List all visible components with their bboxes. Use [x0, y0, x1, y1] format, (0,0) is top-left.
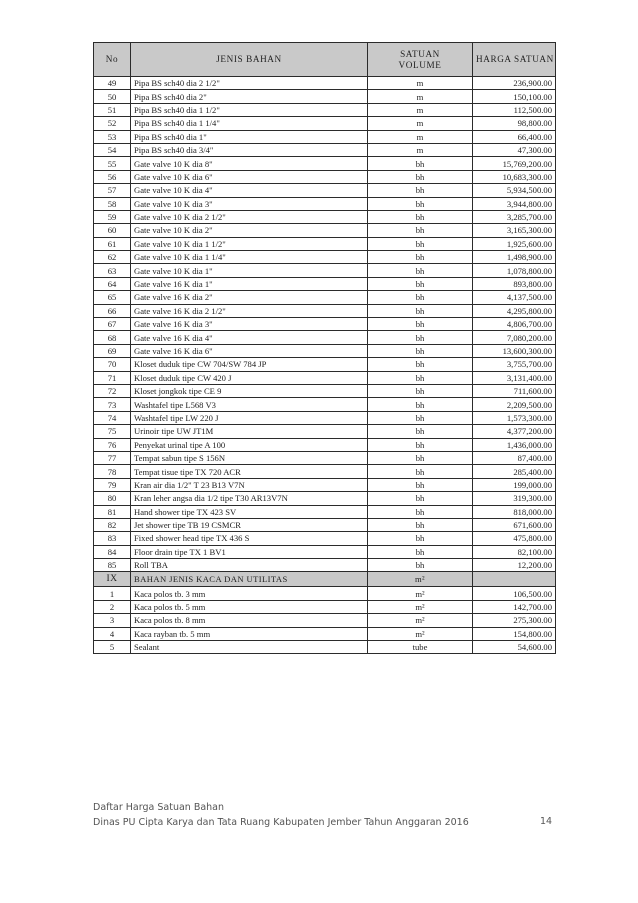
item-price: 4,137,500.00 — [473, 291, 556, 304]
item-price: 3,165,300.00 — [473, 224, 556, 237]
header-unit-line2: VOLUME — [398, 59, 442, 70]
item-price: 10,683,300.00 — [473, 170, 556, 183]
item-unit: m² — [368, 614, 473, 627]
table-row — [94, 264, 556, 277]
table-row — [94, 237, 556, 250]
item-number: 51 — [94, 103, 131, 116]
item-name: Kloset duduk tipe CW 420 J — [131, 371, 368, 384]
item-name: Urinoir tipe UW JT1M — [131, 425, 368, 438]
item-number: 50 — [94, 90, 131, 103]
item-name: Gate valve 10 K dia 1 1/4" — [131, 251, 368, 264]
item-price: 1,498,900.00 — [473, 251, 556, 264]
table-row — [94, 425, 556, 438]
item-name: Tempat sabun tipe S 156N — [131, 451, 368, 464]
item-number: 60 — [94, 224, 131, 237]
item-unit: m — [368, 90, 473, 103]
item-number: 62 — [94, 251, 131, 264]
table-row — [94, 478, 556, 491]
item-unit: bh — [368, 291, 473, 304]
item-unit: bh — [368, 237, 473, 250]
item-price: 66,400.00 — [473, 130, 556, 143]
item-number: IX — [94, 572, 131, 587]
item-number: 81 — [94, 505, 131, 518]
item-unit: m² — [368, 627, 473, 640]
table-row — [94, 505, 556, 518]
item-name: Pipa BS sch40 dia 2 1/2" — [131, 77, 368, 90]
item-unit: bh — [368, 210, 473, 223]
item-number: 69 — [94, 344, 131, 357]
header-unit-line1: SATUAN — [400, 48, 440, 59]
table-row — [94, 170, 556, 183]
item-price: 671,600.00 — [473, 518, 556, 531]
item-name: Gate valve 16 K dia 3" — [131, 318, 368, 331]
table-row — [94, 358, 556, 371]
item-number: 59 — [94, 210, 131, 223]
item-number: 85 — [94, 559, 131, 572]
item-price: 3,944,800.00 — [473, 197, 556, 210]
table-row — [94, 600, 556, 613]
item-name: Gate valve 10 K dia 1" — [131, 264, 368, 277]
table-header — [94, 43, 556, 77]
item-name: Kaca rayban tb. 5 mm — [131, 627, 368, 640]
table-row — [94, 545, 556, 558]
item-number: 66 — [94, 304, 131, 317]
item-name: Kloset duduk tipe CW 704/SW 784 JP — [131, 358, 368, 371]
item-unit: bh — [368, 344, 473, 357]
table-row — [94, 411, 556, 424]
item-price: 4,806,700.00 — [473, 318, 556, 331]
item-price: 199,000.00 — [473, 478, 556, 491]
item-unit: bh — [368, 545, 473, 558]
item-number: 54 — [94, 143, 131, 156]
header-no: No — [94, 43, 131, 77]
table-row — [94, 614, 556, 627]
item-unit: m² — [368, 600, 473, 613]
item-price: 154,800.00 — [473, 627, 556, 640]
item-name: Hand shower tipe TX 423 SV — [131, 505, 368, 518]
item-unit: bh — [368, 398, 473, 411]
item-unit: bh — [368, 184, 473, 197]
page-number: 14 — [540, 816, 553, 827]
table-row — [94, 398, 556, 411]
table-row — [94, 559, 556, 572]
item-unit: bh — [368, 157, 473, 170]
table-row — [94, 371, 556, 384]
item-number: 64 — [94, 277, 131, 290]
item-name: Pipa BS sch40 dia 1" — [131, 130, 368, 143]
item-price: 15,769,200.00 — [473, 157, 556, 170]
table-row — [94, 331, 556, 344]
item-price: 1,925,600.00 — [473, 237, 556, 250]
item-price: 142,700.00 — [473, 600, 556, 613]
item-unit: m² — [368, 587, 473, 600]
item-price: 2,209,500.00 — [473, 398, 556, 411]
item-unit: m² — [368, 572, 473, 587]
item-unit: m — [368, 103, 473, 116]
header-price: HARGA SATUAN — [473, 43, 556, 77]
table-row — [94, 304, 556, 317]
table-row — [94, 77, 556, 90]
item-price: 818,000.00 — [473, 505, 556, 518]
item-price: 4,377,200.00 — [473, 425, 556, 438]
item-name: Pipa BS sch40 dia 2" — [131, 90, 368, 103]
item-number: 57 — [94, 184, 131, 197]
item-unit: bh — [368, 492, 473, 505]
item-number: 55 — [94, 157, 131, 170]
item-price: 1,573,300.00 — [473, 411, 556, 424]
item-price: 87,400.00 — [473, 451, 556, 464]
item-price: 98,800.00 — [473, 117, 556, 130]
table-row — [94, 532, 556, 545]
item-unit: bh — [368, 465, 473, 478]
item-unit: tube — [368, 641, 473, 654]
item-unit: bh — [368, 251, 473, 264]
item-price: 285,400.00 — [473, 465, 556, 478]
table-row — [94, 197, 556, 210]
item-name: Gate valve 16 K dia 6" — [131, 344, 368, 357]
item-name: Pipa BS sch40 dia 3/4" — [131, 143, 368, 156]
item-name: Gate valve 16 K dia 1" — [131, 277, 368, 290]
item-unit: bh — [368, 411, 473, 424]
item-price: 475,800.00 — [473, 532, 556, 545]
item-unit: bh — [368, 224, 473, 237]
item-name: Kaca polos tb. 5 mm — [131, 600, 368, 613]
item-number: 1 — [94, 587, 131, 600]
item-number: 63 — [94, 264, 131, 277]
table-row — [94, 90, 556, 103]
table-row — [94, 384, 556, 397]
item-name: Floor drain tipe TX 1 BV1 — [131, 545, 368, 558]
item-name: Kloset jongkok tipe CE 9 — [131, 384, 368, 397]
item-name: Kran air dia 1/2" T 23 B13 V7N — [131, 478, 368, 491]
item-unit: bh — [368, 532, 473, 545]
item-unit: bh — [368, 358, 473, 371]
footer-agency: Dinas PU Cipta Karya dan Tata Ruang Kabupaten Jember Tahun Anggaran 2016 — [93, 816, 469, 828]
section-header-row — [94, 572, 556, 587]
item-price: 319,300.00 — [473, 492, 556, 505]
item-price: 54,600.00 — [473, 641, 556, 654]
item-name: Penyekat urinal tipe A 100 — [131, 438, 368, 451]
item-unit: m — [368, 143, 473, 156]
item-name: Gate valve 10 K dia 3" — [131, 197, 368, 210]
table-row — [94, 518, 556, 531]
header-name: JENIS BAHAN — [131, 43, 368, 77]
item-unit: bh — [368, 277, 473, 290]
item-price: 12,200.00 — [473, 559, 556, 572]
item-price: 150,100.00 — [473, 90, 556, 103]
item-price: 4,295,800.00 — [473, 304, 556, 317]
item-number: 77 — [94, 451, 131, 464]
table-row — [94, 465, 556, 478]
item-unit: bh — [368, 331, 473, 344]
table-row — [94, 277, 556, 290]
item-number: 70 — [94, 358, 131, 371]
item-name: Gate valve 10 K dia 6" — [131, 170, 368, 183]
footer-title: Daftar Harga Satuan Bahan — [93, 802, 225, 813]
item-price: 13,600,300.00 — [473, 344, 556, 357]
item-unit: bh — [368, 384, 473, 397]
item-price — [473, 572, 556, 587]
table-row — [94, 103, 556, 116]
item-name: Gate valve 10 K dia 2" — [131, 224, 368, 237]
item-price: 5,934,500.00 — [473, 184, 556, 197]
item-unit: m — [368, 77, 473, 90]
item-name: Gate valve 10 K dia 4" — [131, 184, 368, 197]
table-row — [94, 184, 556, 197]
item-price: 82,100.00 — [473, 545, 556, 558]
table-row — [94, 130, 556, 143]
item-number: 71 — [94, 371, 131, 384]
item-unit: bh — [368, 559, 473, 572]
item-number: 52 — [94, 117, 131, 130]
table-row — [94, 344, 556, 357]
item-unit: bh — [368, 505, 473, 518]
item-number: 76 — [94, 438, 131, 451]
item-number: 4 — [94, 627, 131, 640]
table-row — [94, 587, 556, 600]
item-unit: bh — [368, 438, 473, 451]
item-name: Gate valve 10 K dia 2 1/2" — [131, 210, 368, 223]
table-row — [94, 143, 556, 156]
item-unit: bh — [368, 451, 473, 464]
item-name: Sealant — [131, 641, 368, 654]
item-unit: bh — [368, 371, 473, 384]
item-number: 3 — [94, 614, 131, 627]
item-number: 82 — [94, 518, 131, 531]
item-name: Washtafel tipe LW 220 J — [131, 411, 368, 424]
item-number: 73 — [94, 398, 131, 411]
item-name: Fixed shower head tipe TX 436 S — [131, 532, 368, 545]
item-unit: bh — [368, 170, 473, 183]
item-number: 67 — [94, 318, 131, 331]
item-name: Jet shower tipe TB 19 CSMCR — [131, 518, 368, 531]
item-name: Washtafel tipe L568 V3 — [131, 398, 368, 411]
table-body — [94, 77, 556, 654]
item-price: 236,900.00 — [473, 77, 556, 90]
table-row — [94, 641, 556, 654]
item-number: 58 — [94, 197, 131, 210]
table-row — [94, 438, 556, 451]
header-unit — [368, 43, 473, 77]
item-unit: bh — [368, 197, 473, 210]
item-unit: bh — [368, 478, 473, 491]
item-price: 3,755,700.00 — [473, 358, 556, 371]
item-name: Roll TBA — [131, 559, 368, 572]
item-name: Kran leher angsa dia 1/2 tipe T30 AR13V7N — [131, 492, 368, 505]
item-number: 56 — [94, 170, 131, 183]
item-unit: m — [368, 117, 473, 130]
table-row — [94, 117, 556, 130]
item-price: 275,300.00 — [473, 614, 556, 627]
document-footer — [93, 801, 469, 830]
table-row — [94, 251, 556, 264]
item-unit: bh — [368, 425, 473, 438]
item-unit: bh — [368, 318, 473, 331]
item-name: BAHAN JENIS KACA DAN UTILITAS — [131, 572, 368, 587]
price-table — [93, 42, 556, 654]
item-price: 106,500.00 — [473, 587, 556, 600]
table-row — [94, 157, 556, 170]
item-name: Gate valve 10 K dia 1 1/2" — [131, 237, 368, 250]
table-row — [94, 224, 556, 237]
table-row — [94, 210, 556, 223]
item-unit: bh — [368, 264, 473, 277]
item-price: 112,500.00 — [473, 103, 556, 116]
item-number: 74 — [94, 411, 131, 424]
item-number: 49 — [94, 77, 131, 90]
item-price: 1,436,000.00 — [473, 438, 556, 451]
item-number: 72 — [94, 384, 131, 397]
item-price: 47,300.00 — [473, 143, 556, 156]
item-name: Gate valve 16 K dia 2 1/2" — [131, 304, 368, 317]
item-number: 53 — [94, 130, 131, 143]
item-number: 61 — [94, 237, 131, 250]
item-name: Gate valve 16 K dia 2" — [131, 291, 368, 304]
item-price: 1,078,800.00 — [473, 264, 556, 277]
item-name: Kaca polos tb. 8 mm — [131, 614, 368, 627]
table-row — [94, 627, 556, 640]
item-number: 68 — [94, 331, 131, 344]
item-name: Pipa BS sch40 dia 1 1/4" — [131, 117, 368, 130]
table-row — [94, 291, 556, 304]
item-number: 83 — [94, 532, 131, 545]
table-row — [94, 318, 556, 331]
table-row — [94, 451, 556, 464]
item-unit: bh — [368, 518, 473, 531]
item-price: 3,131,400.00 — [473, 371, 556, 384]
item-number: 80 — [94, 492, 131, 505]
item-unit: m — [368, 130, 473, 143]
item-name: Kaca polos tb. 3 mm — [131, 587, 368, 600]
item-price: 3,285,700.00 — [473, 210, 556, 223]
item-number: 65 — [94, 291, 131, 304]
item-name: Gate valve 10 K dia 8" — [131, 157, 368, 170]
item-unit: bh — [368, 304, 473, 317]
item-number: 75 — [94, 425, 131, 438]
item-price: 711,600.00 — [473, 384, 556, 397]
item-number: 78 — [94, 465, 131, 478]
item-price: 893,800.00 — [473, 277, 556, 290]
item-name: Pipa BS sch40 dia 1 1/2" — [131, 103, 368, 116]
item-number: 5 — [94, 641, 131, 654]
item-price: 7,080,200.00 — [473, 331, 556, 344]
item-number: 84 — [94, 545, 131, 558]
item-number: 79 — [94, 478, 131, 491]
item-name: Tempat tisue tipe TX 720 ACR — [131, 465, 368, 478]
table-row — [94, 492, 556, 505]
item-number: 2 — [94, 600, 131, 613]
item-name: Gate valve 16 K dia 4" — [131, 331, 368, 344]
